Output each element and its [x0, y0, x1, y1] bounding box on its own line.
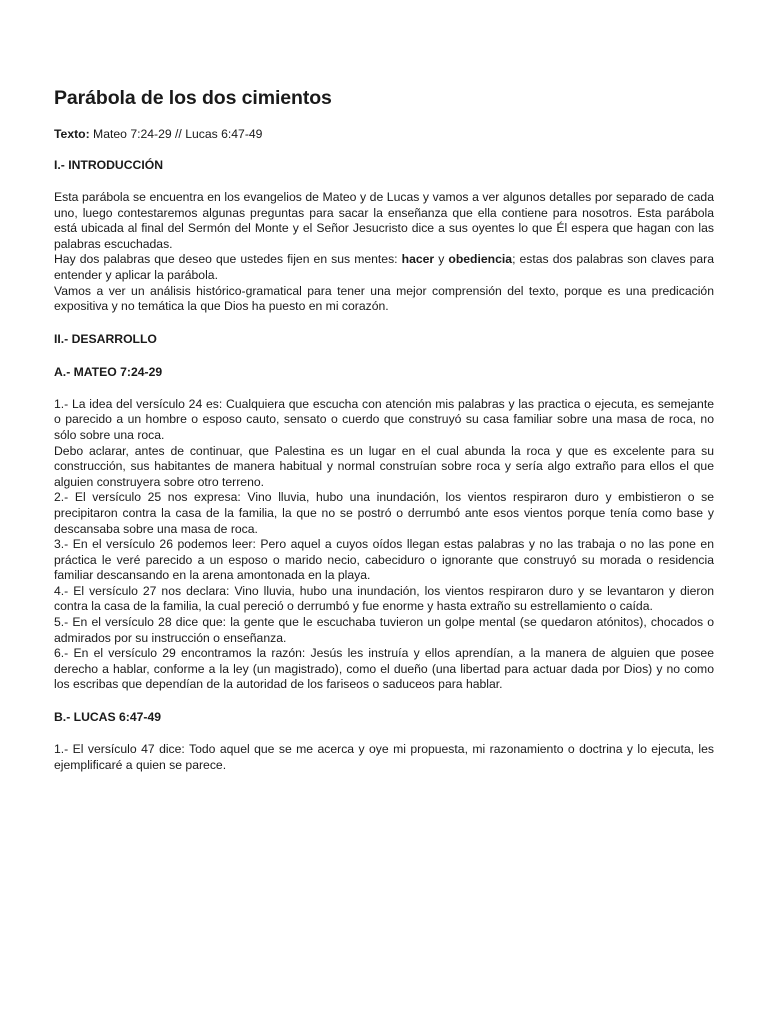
keyword-hacer: hacer	[401, 252, 435, 267]
lucas-heading: B.- LUCAS 6:47-49	[54, 710, 162, 725]
intro-paragraph-2	[54, 252, 714, 283]
document-title: Parábola de los dos cimientos	[54, 87, 332, 109]
development-heading: II.- DESARROLLO	[54, 331, 157, 346]
document-page	[54, 84, 714, 773]
intro-p2-text-c: ; estas dos palabras son claves para entender y aplicar la parábola.	[54, 252, 714, 282]
scripture-reference	[54, 126, 714, 142]
keyword-obediencia: obediencia	[448, 252, 513, 267]
mateo-paragraph-3: 2.- El versículo 25 nos expresa: Vino lluvia, hubo una inundación, los vientos respiraron duro y embistieron o se precipitaron contra la casa de la familia, la que no se postró o derrumbó ante esos vientos porque tenía como base y descansaba sobre una masa de roca.	[54, 490, 714, 536]
text-label: Texto:	[54, 127, 90, 141]
mateo-paragraph-7: 6.- En el versículo 29 encontramos la razón: Jesús les instruía y ellos aprendían, a la manera de alguien que posee derecho a hablar, conforme a la ley (un magistrado), como el dueño (una libertad para actuar dada por Dios) y no como los escribas que dependían de la autoridad de los fariseos o saduceos para hablar.	[54, 646, 714, 692]
text-reference-value: Mateo 7:24-29 // Lucas 6:47-49	[89, 127, 263, 141]
mateo-paragraph-5: 4.- El versículo 27 nos declara: Vino lluvia, hubo una inundación, los vientos respiraron duro y se levantaron y dieron contra la casa de la familia, la cual pereció o derrumbó y fue enorme y hasta extraño su estrellamiento o caída.	[54, 583, 714, 614]
mateo-paragraph-1: 1.- La idea del versículo 24 es: Cualquiera que escucha con atención mis palabras y las practica o ejecuta, es semejante o parecido a un hombre o esposo cauto, sensato o cuerdo que construyó su casa familiar sobre una masa de roca, no sólo sobre una roca.	[54, 396, 714, 442]
lucas-paragraph-1: 1.- El versículo 47 dice: Todo aquel que se me acerca y oye mi propuesta, mi razonamiento o doctrina y lo ejecuta, les ejemplificaré a quien se parece.	[54, 742, 714, 772]
intro-paragraph-3: Vamos a ver un análisis histórico-gramatical para tener una mejor comprensión del texto, porque es una predicación expositiva y no temática la que Dios ha puesto en mi corazón.	[54, 283, 714, 314]
mateo-paragraph-2: Debo aclarar, antes de continuar, que Palestina es un lugar en el cual abunda la roca y que es excelente para su construcción, sus habitantes de manera habitual y normal construían sobre roca y sería algo extraño para ellos el que alguien construyera sobre otro terreno.	[54, 443, 714, 489]
mateo-paragraph-4: 3.- En el versículo 26 podemos leer: Pero aquel a cuyos oídos llegan estas palabras y no las trabaja o no las pone en práctica le veré parecido a un esposo o marido necio, cabeciduro o ignorante que construyó su morada o residencia familiar descansando en la arena amontonada en la playa.	[54, 537, 714, 583]
intro-paragraph-1: Esta parábola se encuentra en los evangelios de Mateo y de Lucas y vamos a ver algunos detalles por separado de cada uno, luego contestaremos algunas preguntas para sacar la enseñanza que ella contiene para nosotros. Esta parábola está ubicada al final del Sermón del Monte y el Señor Jesucristo dice a sus oyentes lo que Él espera que hagan con las palabras escuchadas.	[54, 190, 714, 251]
mateo-paragraph-6: 5.- En el versículo 28 dice que: la gente que le escuchaba tuvieron un golpe mental (se quedaron atónitos), chocados o admirados por su instrucción o enseñanza.	[54, 615, 714, 645]
intro-p2-text-b: y	[434, 252, 449, 267]
intro-p2-text-a: Hay dos palabras que deseo que ustedes fijen en sus mentes:	[54, 252, 402, 267]
intro-heading: I.- INTRODUCCIÓN	[54, 158, 164, 172]
mateo-heading: A.- MATEO 7:24-29	[54, 364, 163, 379]
